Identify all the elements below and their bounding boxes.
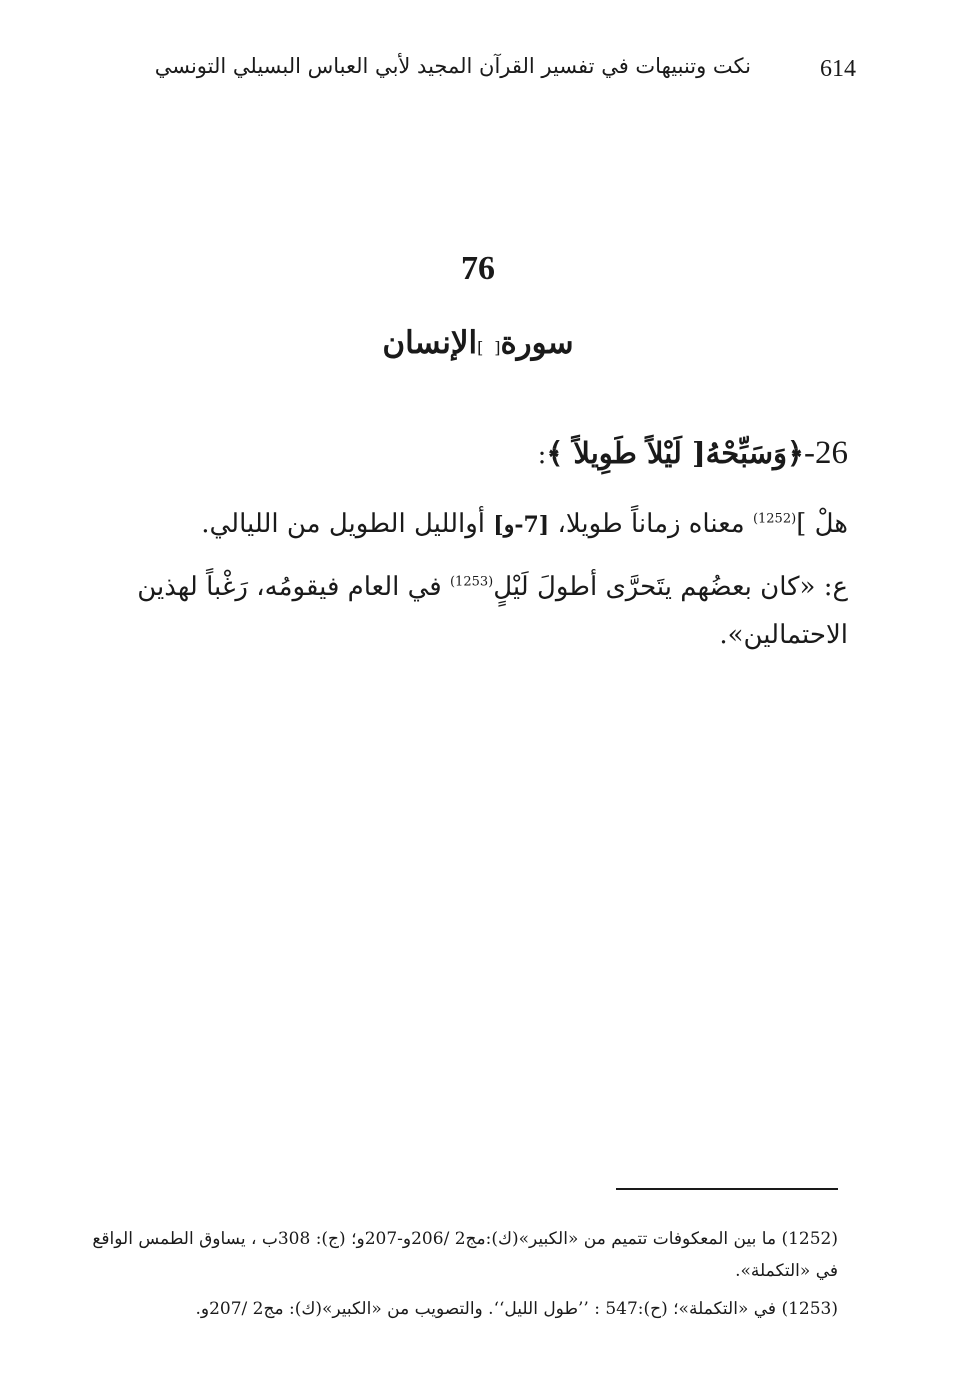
footnote-number: (1252) <box>781 1229 838 1249</box>
footnote-text: ما بين المعكوفات تتميم من «الكبير»(ك):مج2 /206و-207و؛ (ج): 308ب ، يساوق الطمس الواقع في «التكملة». <box>92 1229 838 1281</box>
footnote-ref-1252: (1252) <box>752 511 797 527</box>
footnote-separator <box>616 1188 838 1190</box>
paragraph-1-lead: هلْ ] <box>796 509 848 539</box>
paragraph-1 <box>68 500 848 549</box>
paragraph-2 <box>68 563 848 659</box>
running-header <box>60 48 856 88</box>
verse-text: ﴿وَسَبِّحْهُ[ لَيْلاً طَوِيلاً ﴾ <box>546 436 804 470</box>
verse-tail: : <box>537 440 547 470</box>
footnote-1252 <box>68 1223 838 1287</box>
surah-title <box>0 325 956 361</box>
verse-heading <box>68 428 848 480</box>
paragraph-2-tail: في العام فيقومُه، رَغْباً لهذين الاحتمالين». <box>137 572 848 650</box>
paragraph-1-tail: أوالليل الطويل من الليالي. <box>201 509 494 539</box>
bracket-open: [ <box>494 338 501 357</box>
footnote-number: (1253) <box>781 1299 838 1319</box>
folio-marker: [7-و] <box>493 512 550 538</box>
bracket-close: ] <box>477 338 484 357</box>
chapter-number: 76 <box>461 250 495 287</box>
footnotes <box>68 1223 838 1331</box>
footnote-text: في «التكملة»؛ (ح):547 : ’’طول الليل‘‘. والتصويب من «الكبير»(ك): مج2 /207و. <box>195 1299 782 1319</box>
paragraph-2-lead: ع: «كان بعضُهم يتَحرَّى أطولَ لَيْلٍ <box>493 572 848 602</box>
footnote-ref-1253: (1253) <box>449 574 494 590</box>
surah-name: الإنسان <box>382 325 478 361</box>
body-text <box>68 428 848 673</box>
surah-word: سورة <box>500 325 574 361</box>
running-title: نكت وتنبيهات في تفسير القرآن المجيد لأبي العباس البسيلي التونسي <box>154 54 751 78</box>
paragraph-1-mid: معناه زماناً طويلا، <box>549 509 753 539</box>
footnote-1253 <box>68 1293 838 1325</box>
page-number: 614 <box>820 56 856 82</box>
verse-number: 26- <box>804 435 848 471</box>
